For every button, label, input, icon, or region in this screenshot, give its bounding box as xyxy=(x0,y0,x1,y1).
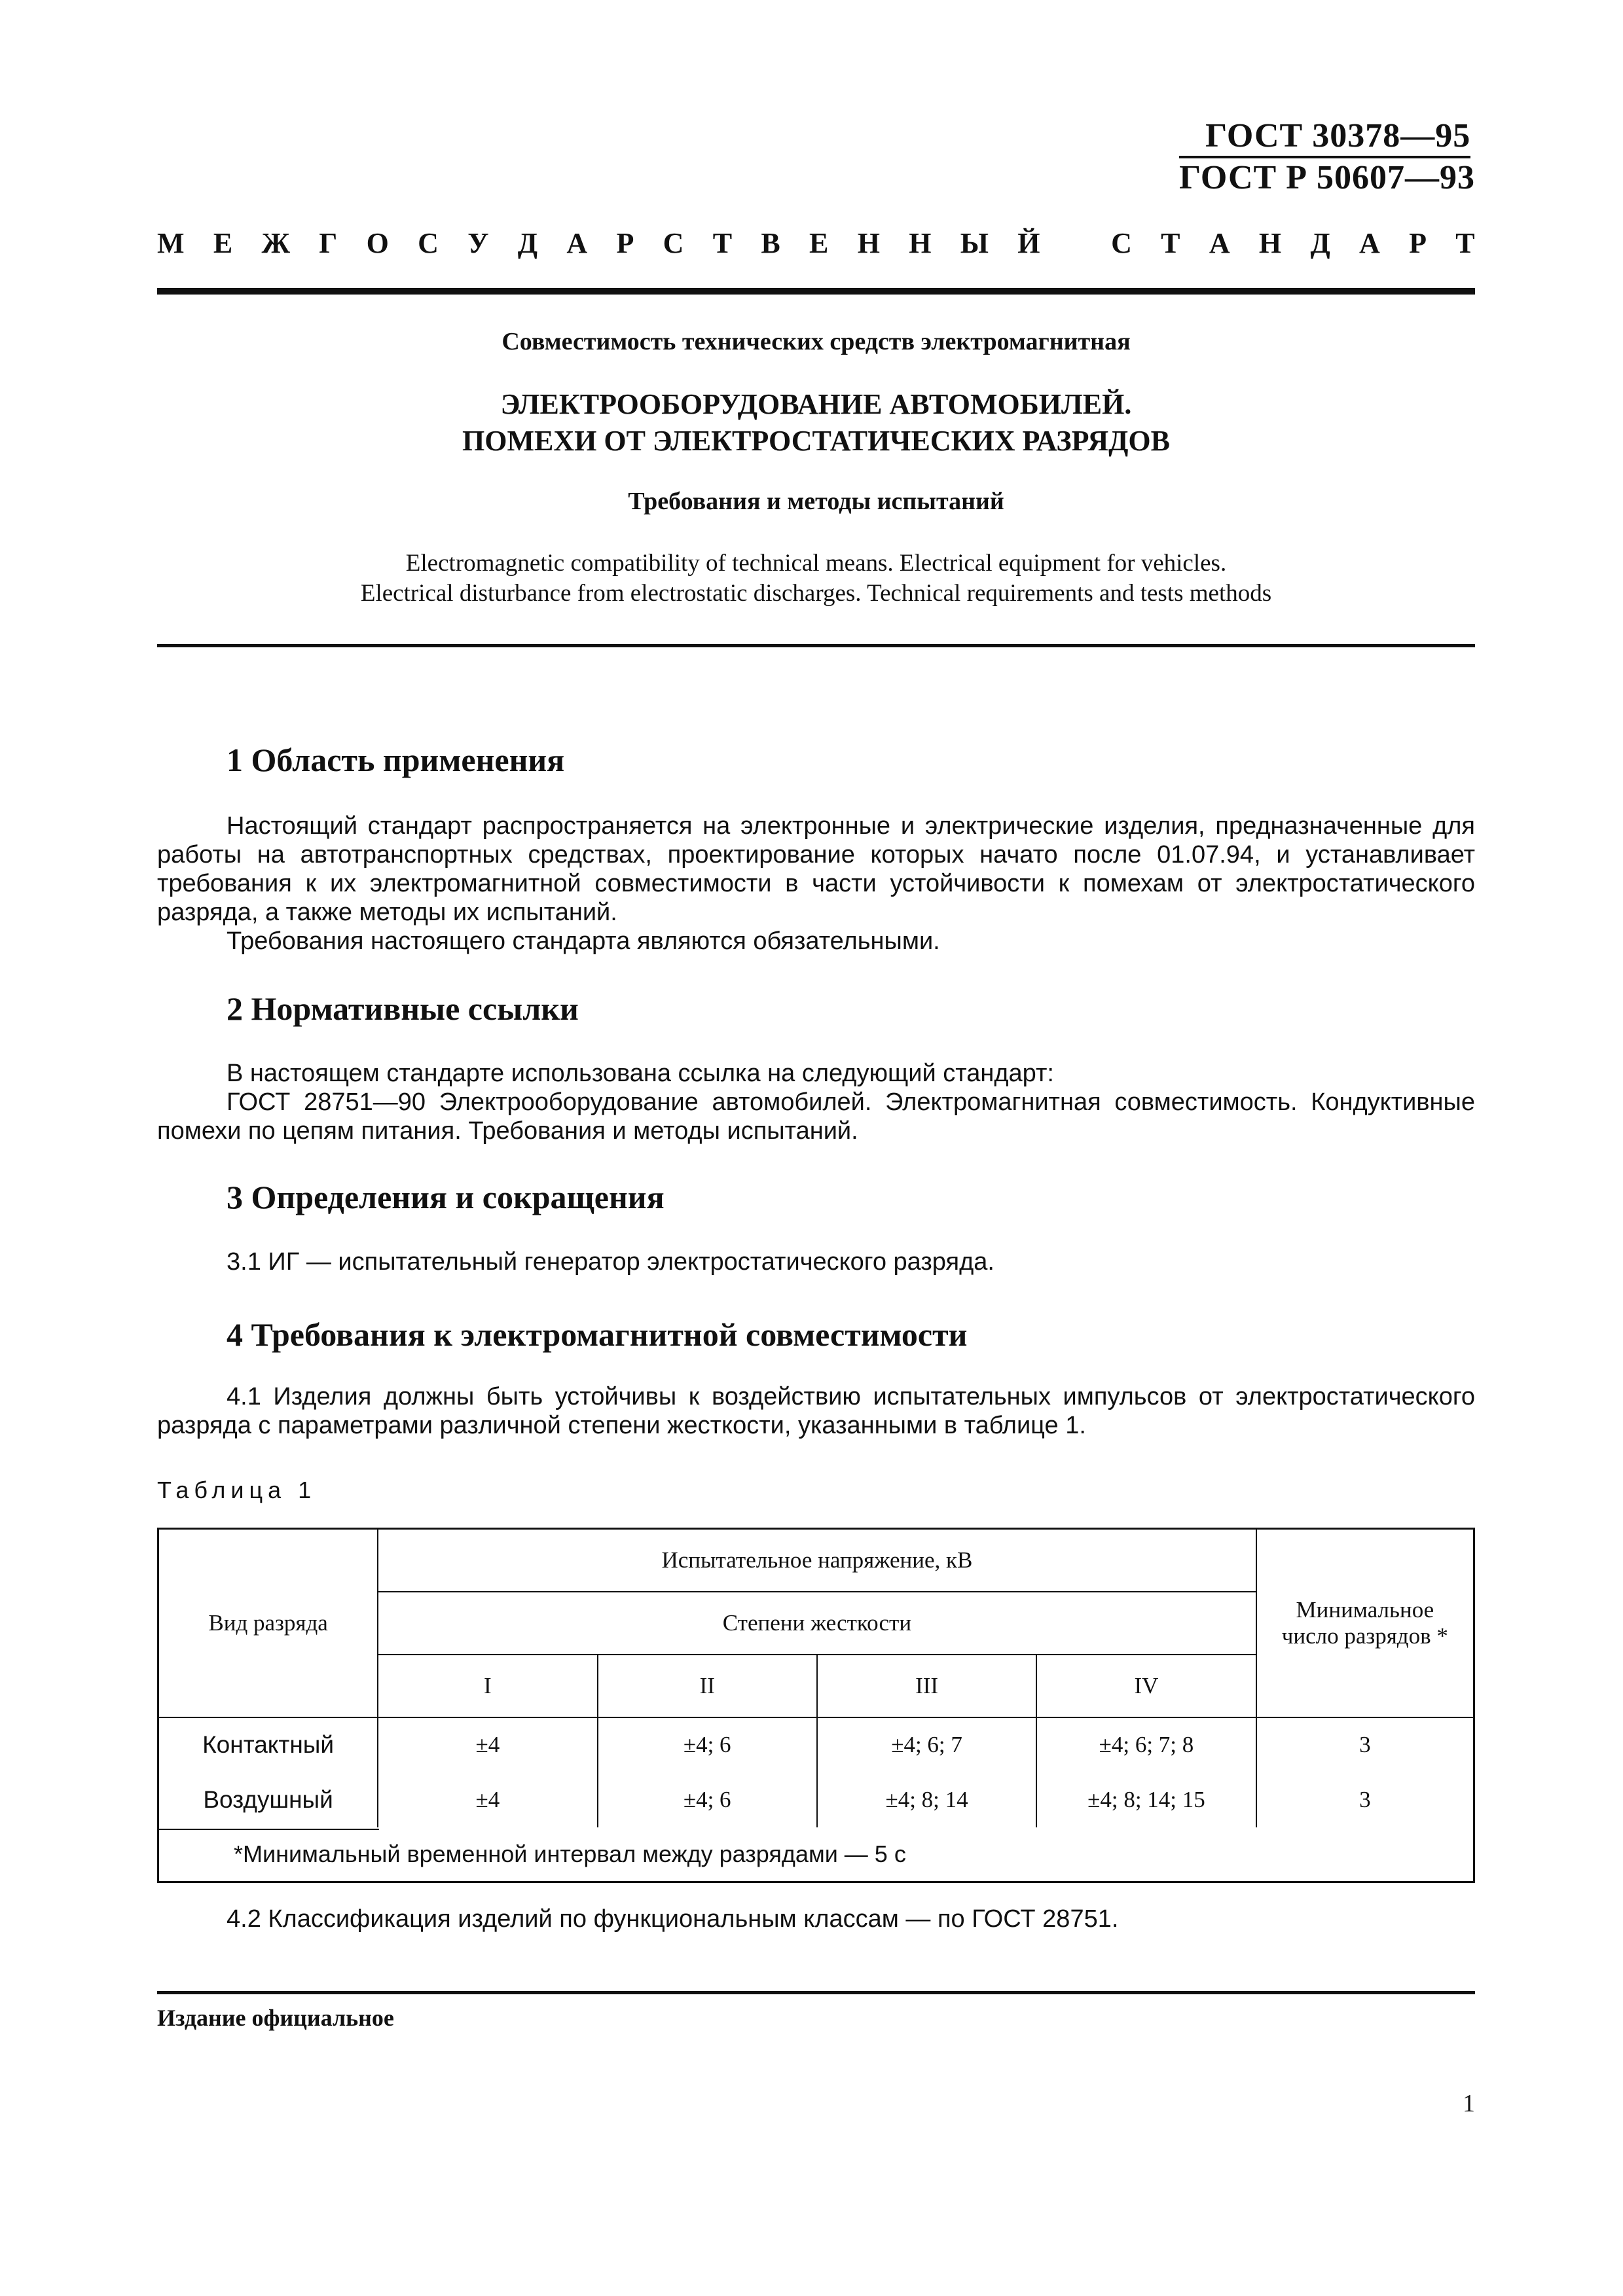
row-value: ±4; 6; 7 xyxy=(817,1717,1036,1772)
banner-letter: Н xyxy=(909,227,932,259)
table-row xyxy=(158,1717,1474,1772)
banner-letter: О xyxy=(366,227,389,259)
row-value: ±4; 6; 7; 8 xyxy=(1036,1717,1256,1772)
banner-letter: Й xyxy=(1017,227,1040,259)
banner-letter: Ж xyxy=(261,227,290,259)
row-type: Контактный xyxy=(158,1717,378,1772)
table-1-caption: Таблица 1 xyxy=(157,1477,317,1503)
gost-codes xyxy=(1179,117,1475,198)
banner-letter: В xyxy=(761,227,780,259)
table-1 xyxy=(157,1528,1475,1883)
banner-letter: Е xyxy=(809,227,829,259)
section-4-paragraph-2: 4.2 Классификация изделий по функциональным классам — по ГОСТ 28751. xyxy=(227,1905,1119,1933)
section-4-body-2 xyxy=(157,1905,1475,1933)
table-level-2: II xyxy=(598,1655,817,1717)
row-value: ±4; 8; 14 xyxy=(817,1772,1036,1827)
section-4-paragraph-1: 4.1 Изделия должны быть устойчивы к воздействию испытательных импульсов от электростатического разряда с параметрами различной степени жесткости, указанными в таблице 1. xyxy=(157,1383,1475,1439)
english-title xyxy=(157,548,1475,609)
requirements-title: Требования и методы испытаний xyxy=(628,488,1004,515)
gost-code-secondary: ГОСТ Р 50607—93 xyxy=(1179,159,1475,196)
row-min-count: 3 xyxy=(1359,1786,1371,1812)
banner-letter: У xyxy=(467,227,489,259)
section-2-paragraph-1: В настоящем стандарте использована ссылка на следующий стандарт: xyxy=(227,1060,1054,1087)
document-title xyxy=(157,386,1475,459)
gost-code-primary: ГОСТ 30378—95 xyxy=(1179,117,1470,158)
table-footnote: *Минимальный временной интервал между разрядами — 5 с xyxy=(234,1840,906,1867)
section-2-paragraph-2: ГОСТ 28751—90 Электрооборудование автомобилей. Электромагнитная совместимость. Кондуктивные помехи по цепям питания. Требования и методы испытаний. xyxy=(157,1088,1475,1145)
footnote-rule xyxy=(159,1829,379,1830)
banner-letter: Д xyxy=(517,227,538,259)
english-title-line-2: Electrical disturbance from electrostatic discharges. Technical requirements and tests methods xyxy=(360,580,1272,607)
section-1-body xyxy=(157,812,1475,956)
table-footnote-cell xyxy=(158,1827,1474,1882)
title-line-2: ПОМЕХИ ОТ ЭЛЕКТРОСТАТИЧЕСКИХ РАЗРЯДОВ xyxy=(462,425,1170,457)
page-number: 1 xyxy=(1463,2090,1475,2117)
title-line-1: ЭЛЕКТРООБОРУДОВАНИЕ АВТОМОБИЛЕЙ. xyxy=(500,388,1132,420)
footer-rule xyxy=(157,1991,1475,1994)
table-level-4: IV xyxy=(1036,1655,1256,1717)
table-level-3: III xyxy=(817,1655,1036,1717)
banner-letter: С xyxy=(418,227,439,259)
section-1-paragraph-1: Настоящий стандарт распространяется на электронные и электрические изделия, предназначенные для работы на автотранспортных средствах, проектирование которых начато после 01.07.94, и устанавливает требования к их электромагнитной совместимости в части устойчивости к помехам от электростатического разряда, а также методы их испытаний. xyxy=(157,812,1475,926)
english-title-line-1: Electromagnetic compatibility of technical means. Electrical equipment for vehicles. xyxy=(405,550,1227,577)
banner-letter: А xyxy=(566,227,588,259)
document-subtitle: Совместимость технических средств электромагнитная xyxy=(501,328,1131,355)
header-rule xyxy=(157,288,1475,295)
official-edition-label: Издание официальное xyxy=(157,2005,394,2031)
banner-letter: Е xyxy=(213,227,233,259)
section-4-body xyxy=(157,1382,1475,1440)
banner-letter: А xyxy=(1359,227,1380,259)
row-type: Воздушный xyxy=(158,1772,378,1827)
banner-letter: Н xyxy=(857,227,880,259)
table-level-1: I xyxy=(378,1655,597,1717)
banner-letter: Н xyxy=(1258,227,1282,259)
banner-letter: Д xyxy=(1310,227,1330,259)
banner-letter: Т xyxy=(1161,227,1180,259)
title-rule xyxy=(157,644,1475,647)
row-value: ±4 xyxy=(378,1717,597,1772)
table-header-discharge-type: Вид разряда xyxy=(158,1529,378,1717)
section-2-body xyxy=(157,1059,1475,1145)
row-value: ±4; 8; 14; 15 xyxy=(1036,1772,1256,1827)
banner-letter: С xyxy=(1111,227,1132,259)
banner-letter: С xyxy=(663,227,684,259)
section-3-paragraph-1: 3.1 ИГ — испытательный генератор электростатического разряда. xyxy=(227,1248,994,1276)
row-value: ±4; 6 xyxy=(598,1717,817,1772)
section-1-paragraph-2: Требования настоящего стандарта являются обязательными. xyxy=(227,927,940,955)
banner-letter: Р xyxy=(1409,227,1427,259)
section-3-body xyxy=(157,1247,1475,1276)
section-1-heading: 1 Область применения xyxy=(227,742,565,778)
banner-letter: М xyxy=(157,227,185,259)
row-value: ±4 xyxy=(378,1772,597,1827)
row-value: ±4; 6 xyxy=(598,1772,817,1827)
banner-letter: Т xyxy=(1455,227,1475,259)
section-3-heading: 3 Определения и сокращения xyxy=(227,1179,665,1215)
section-2-heading: 2 Нормативные ссылки xyxy=(227,990,579,1027)
banner-letter: Р xyxy=(616,227,634,259)
row-min-count: 3 xyxy=(1359,1732,1371,1757)
banner-letter: А xyxy=(1209,227,1230,259)
table-header-test-voltage: Испытательное напряжение, кВ xyxy=(378,1529,1256,1592)
section-4-heading: 4 Требования к электромагнитной совместимости xyxy=(227,1316,968,1353)
banner-letter: Ы xyxy=(960,227,989,259)
table-header-min-discharges: Минимальное число разрядов * xyxy=(1256,1529,1474,1717)
interstate-standard-banner xyxy=(157,226,1475,260)
banner-letter: Т xyxy=(712,227,733,259)
banner-letter: Г xyxy=(319,227,338,259)
table-header-severity-levels: Степени жесткости xyxy=(378,1592,1256,1655)
banner-word-gap xyxy=(1069,226,1082,260)
table-row xyxy=(158,1772,1474,1827)
